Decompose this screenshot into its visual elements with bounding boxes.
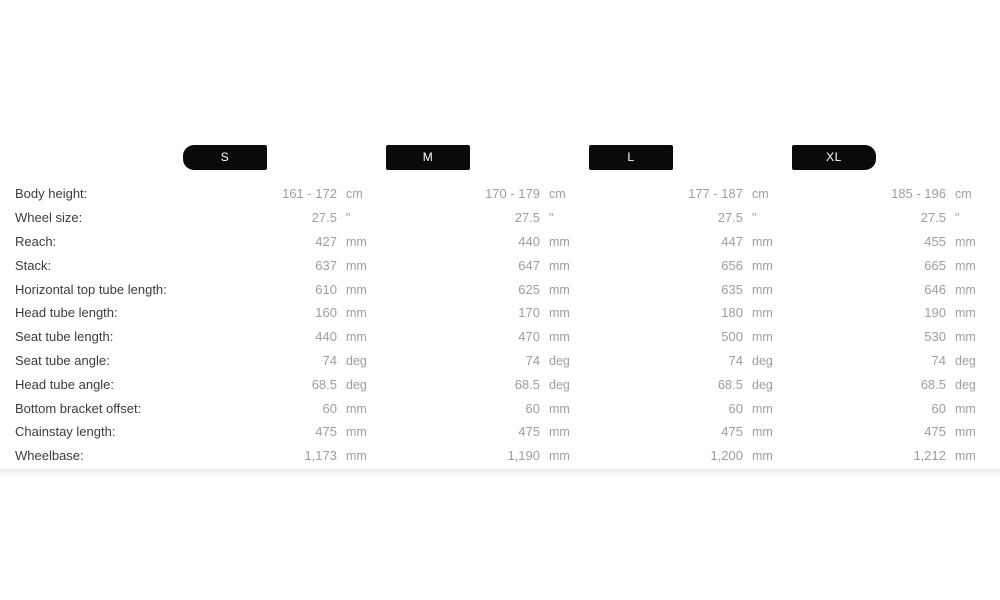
spec-value: 635 — [721, 281, 743, 297]
spec-value: 637 — [315, 257, 337, 273]
spec-cell — [183, 329, 386, 344]
spec-cell — [386, 186, 589, 201]
spec-unit: mm — [549, 282, 570, 297]
spec-unit: mm — [955, 449, 976, 464]
spec-cell — [792, 210, 995, 225]
spec-value: 447 — [721, 233, 743, 249]
size-column-l — [589, 145, 792, 170]
spec-cell — [792, 305, 995, 320]
size-badge-s[interactable]: S — [183, 145, 267, 170]
spec-cell — [386, 377, 589, 392]
spec-row — [0, 444, 1000, 468]
size-column-xl — [792, 145, 995, 170]
table-bottom-divider — [0, 469, 1000, 476]
spec-value: 68.5 — [311, 376, 337, 392]
spec-unit: cm — [955, 187, 972, 202]
spec-cell — [589, 353, 792, 368]
spec-cell — [792, 401, 995, 416]
spec-unit: mm — [549, 330, 570, 345]
spec-cell — [589, 377, 792, 392]
spec-unit: mm — [346, 234, 367, 249]
size-column-m — [386, 145, 589, 170]
spec-value: 625 — [518, 281, 540, 297]
spec-label: Head tube length: — [15, 305, 118, 321]
spec-row — [0, 301, 1000, 325]
spec-unit: " — [549, 211, 554, 226]
spec-label: Wheel size: — [15, 210, 83, 226]
spec-value: 170 - 179 — [485, 186, 540, 202]
spec-cell — [183, 424, 386, 439]
spec-cell — [792, 353, 995, 368]
spec-unit: mm — [752, 306, 773, 321]
spec-rows — [0, 182, 1000, 468]
spec-unit: mm — [955, 234, 976, 249]
spec-value: 665 — [924, 257, 946, 273]
spec-cell — [589, 186, 792, 201]
spec-cell — [183, 377, 386, 392]
spec-cell — [183, 282, 386, 297]
spec-unit: deg — [549, 353, 570, 368]
spec-cell — [386, 353, 589, 368]
spec-label: Reach: — [15, 233, 57, 249]
spec-value: 656 — [721, 257, 743, 273]
spec-label: Head tube angle: — [15, 376, 115, 392]
spec-value: 475 — [518, 424, 540, 440]
spec-unit: deg — [346, 353, 367, 368]
spec-row — [0, 372, 1000, 396]
spec-value: 610 — [315, 281, 337, 297]
size-badge-l[interactable]: L — [589, 145, 673, 170]
spec-unit: mm — [346, 449, 367, 464]
spec-unit: deg — [955, 377, 976, 392]
size-selector-row — [0, 144, 1000, 170]
spec-value: 177 - 187 — [688, 186, 743, 202]
spec-unit: mm — [752, 449, 773, 464]
spec-unit: mm — [346, 306, 367, 321]
spec-cell — [792, 186, 995, 201]
spec-row — [0, 277, 1000, 301]
spec-unit: mm — [346, 282, 367, 297]
spec-value: 170 — [518, 305, 540, 321]
spec-value: 427 — [315, 233, 337, 249]
spec-cell — [792, 329, 995, 344]
spec-value: 470 — [518, 329, 540, 345]
spec-unit: deg — [752, 353, 773, 368]
spec-value: 60 — [525, 400, 540, 416]
spec-value: 68.5 — [717, 376, 743, 392]
spec-unit: mm — [549, 234, 570, 249]
spec-value: 1,200 — [710, 448, 743, 464]
spec-value: 475 — [721, 424, 743, 440]
spec-value: 440 — [518, 233, 540, 249]
spec-unit: mm — [549, 425, 570, 440]
spec-unit: mm — [752, 330, 773, 345]
spec-cell — [386, 282, 589, 297]
spec-cell — [386, 305, 589, 320]
spec-value: 60 — [322, 400, 337, 416]
spec-cell — [589, 282, 792, 297]
spec-label: Stack: — [15, 257, 52, 273]
spec-cell — [589, 210, 792, 225]
spec-value: 500 — [721, 329, 743, 345]
spec-cell — [792, 448, 995, 463]
size-badge-xl[interactable]: XL — [792, 145, 876, 170]
spec-unit: mm — [549, 258, 570, 273]
spec-unit: " — [752, 211, 757, 226]
spec-cell — [183, 305, 386, 320]
spec-cell — [386, 424, 589, 439]
spec-unit: mm — [955, 306, 976, 321]
spec-cell — [589, 424, 792, 439]
spec-unit: mm — [549, 449, 570, 464]
spec-cell — [183, 448, 386, 463]
spec-cell — [183, 210, 386, 225]
spec-value: 646 — [924, 281, 946, 297]
spec-label: Seat tube angle: — [15, 352, 110, 368]
spec-unit: cm — [549, 187, 566, 202]
spec-cell — [386, 258, 589, 273]
spec-value: 1,212 — [913, 448, 946, 464]
spec-cell — [386, 234, 589, 249]
spec-unit: mm — [752, 425, 773, 440]
size-column-s — [183, 145, 386, 170]
spec-value: 647 — [518, 257, 540, 273]
spec-row — [0, 325, 1000, 349]
spec-label: Bottom bracket offset: — [15, 400, 142, 416]
spec-unit: deg — [549, 377, 570, 392]
spec-value: 74 — [931, 352, 946, 368]
spec-unit: mm — [955, 425, 976, 440]
spec-label: Chainstay length: — [15, 424, 116, 440]
spec-cell — [589, 401, 792, 416]
spec-cell — [386, 401, 589, 416]
spec-value: 60 — [931, 400, 946, 416]
spec-unit: deg — [955, 353, 976, 368]
spec-unit: mm — [955, 258, 976, 273]
spec-value: 455 — [924, 233, 946, 249]
spec-value: 74 — [525, 352, 540, 368]
spec-cell — [589, 448, 792, 463]
spec-value: 27.5 — [920, 210, 946, 226]
spec-value: 180 — [721, 305, 743, 321]
spec-label: Wheelbase: — [15, 448, 84, 464]
spec-cell — [386, 448, 589, 463]
spec-cell — [183, 401, 386, 416]
spec-value: 160 — [315, 305, 337, 321]
spec-row — [0, 253, 1000, 277]
spec-cell — [792, 234, 995, 249]
size-badge-m[interactable]: M — [386, 145, 470, 170]
spec-cell — [183, 234, 386, 249]
spec-value: 68.5 — [514, 376, 540, 392]
spec-value: 475 — [924, 424, 946, 440]
spec-cell — [183, 258, 386, 273]
spec-value: 1,173 — [304, 448, 337, 464]
spec-unit: cm — [346, 187, 363, 202]
spec-value: 68.5 — [920, 376, 946, 392]
spec-value: 475 — [315, 424, 337, 440]
spec-row — [0, 396, 1000, 420]
spec-value: 27.5 — [311, 210, 337, 226]
spec-row — [0, 420, 1000, 444]
spec-value: 161 - 172 — [282, 186, 337, 202]
spec-cell — [183, 186, 386, 201]
spec-cell — [183, 353, 386, 368]
spec-unit: mm — [549, 401, 570, 416]
spec-value: 440 — [315, 329, 337, 345]
spec-unit: mm — [752, 234, 773, 249]
spec-unit: mm — [346, 258, 367, 273]
spec-cell — [589, 258, 792, 273]
spec-cell — [792, 258, 995, 273]
spec-label: Seat tube length: — [15, 329, 114, 345]
spec-value: 185 - 196 — [891, 186, 946, 202]
spec-value: 27.5 — [717, 210, 743, 226]
spec-cell — [589, 234, 792, 249]
spec-value: 74 — [322, 352, 337, 368]
spec-unit: mm — [955, 401, 976, 416]
spec-unit: mm — [752, 282, 773, 297]
spec-value: 27.5 — [514, 210, 540, 226]
spec-cell — [589, 305, 792, 320]
spec-unit: mm — [346, 330, 367, 345]
spec-unit: " — [955, 211, 960, 226]
spec-value: 190 — [924, 305, 946, 321]
spec-label: Body height: — [15, 186, 88, 202]
spec-label: Horizontal top tube length: — [15, 281, 167, 297]
spec-row — [0, 182, 1000, 206]
spec-cell — [792, 282, 995, 297]
spec-cell — [386, 329, 589, 344]
spec-unit: mm — [752, 401, 773, 416]
spec-unit: " — [346, 211, 351, 226]
spec-unit: mm — [346, 401, 367, 416]
spec-cell — [589, 329, 792, 344]
spec-value: 1,190 — [507, 448, 540, 464]
spec-cell — [386, 210, 589, 225]
spec-unit: mm — [549, 306, 570, 321]
spec-unit: deg — [346, 377, 367, 392]
spec-unit: mm — [955, 330, 976, 345]
spec-cell — [792, 377, 995, 392]
spec-unit: mm — [346, 425, 367, 440]
spec-row — [0, 230, 1000, 254]
spec-row — [0, 349, 1000, 373]
spec-value: 74 — [728, 352, 743, 368]
spec-unit: mm — [955, 282, 976, 297]
spec-unit: deg — [752, 377, 773, 392]
spec-value: 60 — [728, 400, 743, 416]
spec-unit: cm — [752, 187, 769, 202]
spec-unit: mm — [752, 258, 773, 273]
spec-cell — [792, 424, 995, 439]
spec-row — [0, 206, 1000, 230]
spec-value: 530 — [924, 329, 946, 345]
